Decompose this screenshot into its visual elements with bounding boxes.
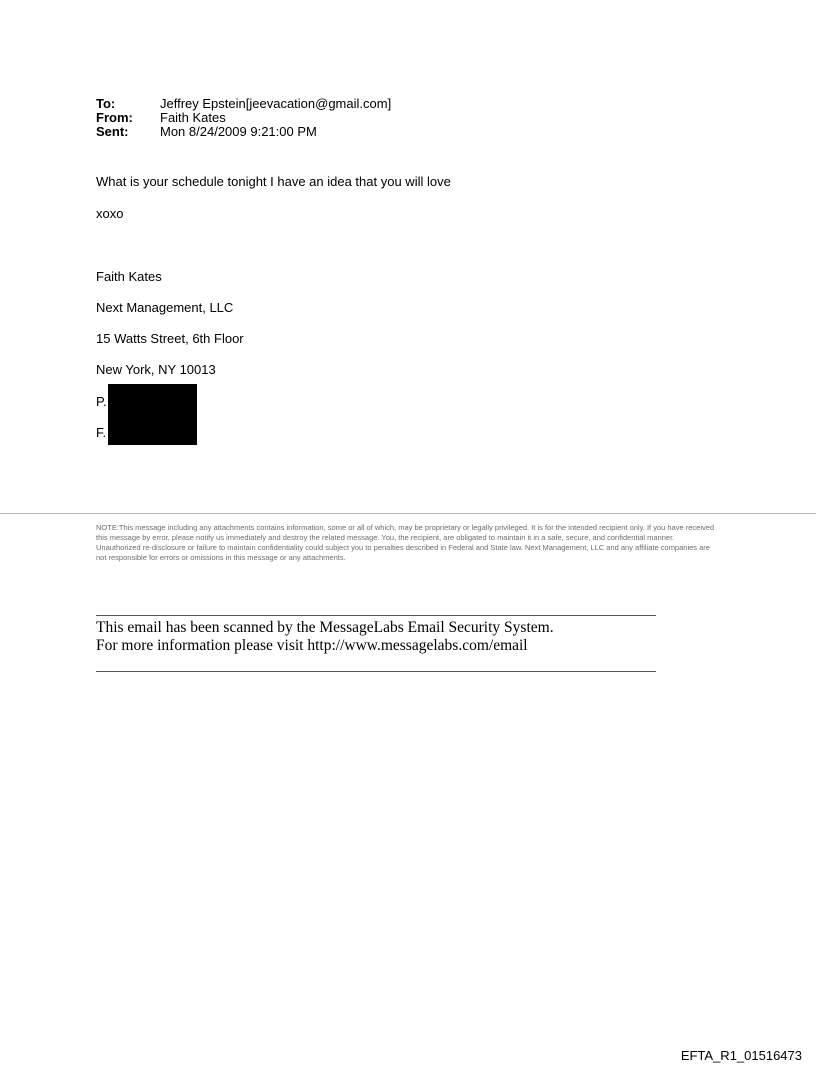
from-value: Faith Kates: [160, 110, 226, 125]
to-row: [96, 97, 391, 111]
scan-line-1: This email has been scanned by the MessageLabs Email Security System.: [96, 619, 554, 636]
sent-value: Mon 8/24/2009 9:21:00 PM: [160, 124, 317, 139]
redaction-block: [108, 384, 197, 445]
scan-line-2: For more information please visit http://www.messagelabs.com/email: [96, 637, 528, 654]
signature-city: New York, NY 10013: [96, 362, 216, 377]
notice-divider: [0, 513, 816, 514]
to-label: To:: [96, 96, 116, 111]
scan-top-rule: [96, 615, 656, 616]
phone-prefix: P.: [96, 394, 107, 409]
scan-notice: [96, 619, 554, 655]
to-value: Jeffrey Epstein[jeevacation@gmail.com]: [160, 96, 392, 111]
signature-street: 15 Watts Street, 6th Floor: [96, 331, 244, 346]
from-label: From:: [96, 110, 133, 125]
sent-row: [96, 125, 391, 139]
email-header: [96, 97, 391, 139]
document-id: EFTA_R1_01516473: [680, 1048, 802, 1063]
signature-name: Faith Kates: [96, 269, 162, 284]
scan-bottom-rule: [96, 671, 656, 672]
message-signoff: xoxo: [96, 206, 124, 221]
confidentiality-notice: NOTE:This message including any attachments contains information, some or all of which, may be proprietary or legally privileged. It is for the intended recipient only. If you have received this message by error, please notify us immediately and destroy the related message. You, the recipient, are obligated to maintain it in a safe, secure, and confidential manner. Unauthorized re-disclosure or failure to maintain confidentiality could subject you to penalties described in Federal and State law. Next Management, LLC and any affiliate companies are not responsible for errors or omissions in this message or any attachments.: [96, 523, 715, 562]
from-row: [96, 111, 391, 125]
message-body: What is your schedule tonight I have an idea that you will love: [96, 174, 451, 189]
signature-company: Next Management, LLC: [96, 300, 234, 315]
fax-prefix: F.: [96, 425, 107, 440]
sent-label: Sent:: [96, 124, 129, 139]
